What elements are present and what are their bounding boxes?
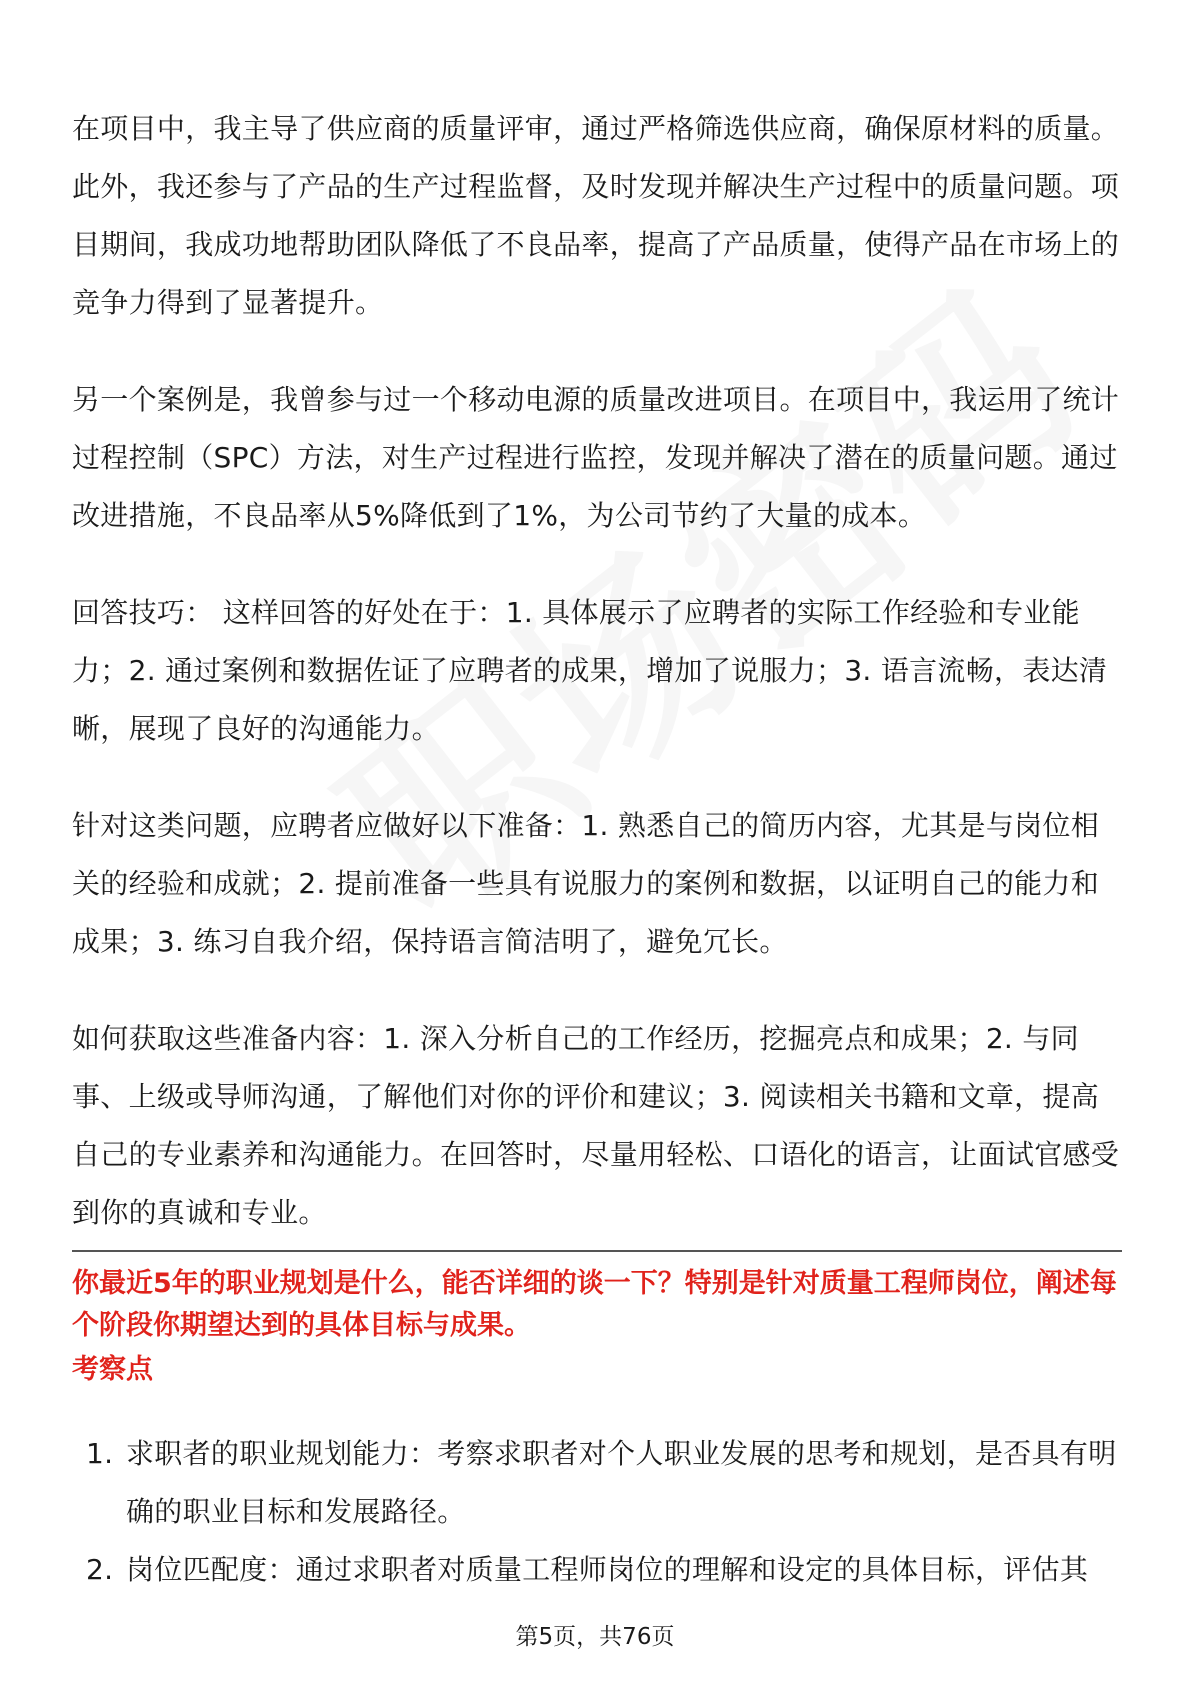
list-item-text: 岗位匹配度：通过求职者对质量工程师岗位的理解和设定的具体目标，评估其 xyxy=(126,1553,1089,1586)
paragraph-5: 如何获取这些准备内容：1. 深入分析自己的工作经历，挖掘亮点和成果；2. 与同事、上级或导师沟通，了解他们对你的评价和建议；3. 阅读相关书籍和文章，提高自己的专业素养和沟通能力。在回答时，尽量用轻松、口语化的语言，让面试官感受到你的真诚和专业。 xyxy=(72,1022,1120,1229)
paragraph-2: 另一个案例是，我曾参与过一个移动电源的质量改进项目。在项目中，我运用了统计过程控制（SPC）方法，对生产过程进行监控，发现并解决了潜在的质量问题。通过改进措施，不良品率从5%降低到了1%，为公司节约了大量的成本。 xyxy=(72,383,1120,532)
paragraph-4: 针对这类问题，应聘者应做好以下准备：1. 熟悉自己的简历内容，尤其是与岗位相关的经验和成就；2. 提前准备一些具有说服力的案例和数据，以证明自己的能力和成果；3. 练习自我介绍，保持语言简洁明了，避免冗长。 xyxy=(72,809,1100,958)
page-number: 第5页，共76页 xyxy=(515,1624,675,1650)
question-heading: 你最近5年的职业规划是什么，能否详细的谈一下？特别是针对质量工程师岗位，阐述每个阶段你期望达到的具体目标与成果。 xyxy=(72,1268,1117,1341)
section-divider xyxy=(72,1250,1122,1252)
list-item-text: 求职者的职业规划能力：考察求职者对个人职业发展的思考和规划，是否具有明确的职业目标和发展路径。 xyxy=(126,1437,1117,1528)
paragraph-1: 在项目中，我主导了供应商的质量评审，通过严格筛选供应商，确保原材料的质量。此外，我还参与了产品的生产过程监督，及时发现并解决生产过程中的质量问题。项目期间，我成功地帮助团队降低了不良品率，提高了产品质量，使得产品在市场上的竞争力得到了显著提升。 xyxy=(72,112,1120,319)
list-item-number: 1. xyxy=(86,1437,114,1470)
paragraph-3: 回答技巧： 这样回答的好处在于：1. 具体展示了应聘者的实际工作经验和专业能力；2. 通过案例和数据佐证了应聘者的成果，增加了说服力；3. 语言流畅，表达清晰，展现了良好的沟通能力。 xyxy=(72,596,1108,745)
section-label: 考察点 xyxy=(72,1354,153,1385)
assessment-points-list xyxy=(72,1425,1122,1599)
body-text xyxy=(72,100,1122,1281)
list-item xyxy=(72,1425,1122,1541)
list-item-number: 2. xyxy=(86,1553,114,1586)
list-item xyxy=(72,1541,1122,1599)
